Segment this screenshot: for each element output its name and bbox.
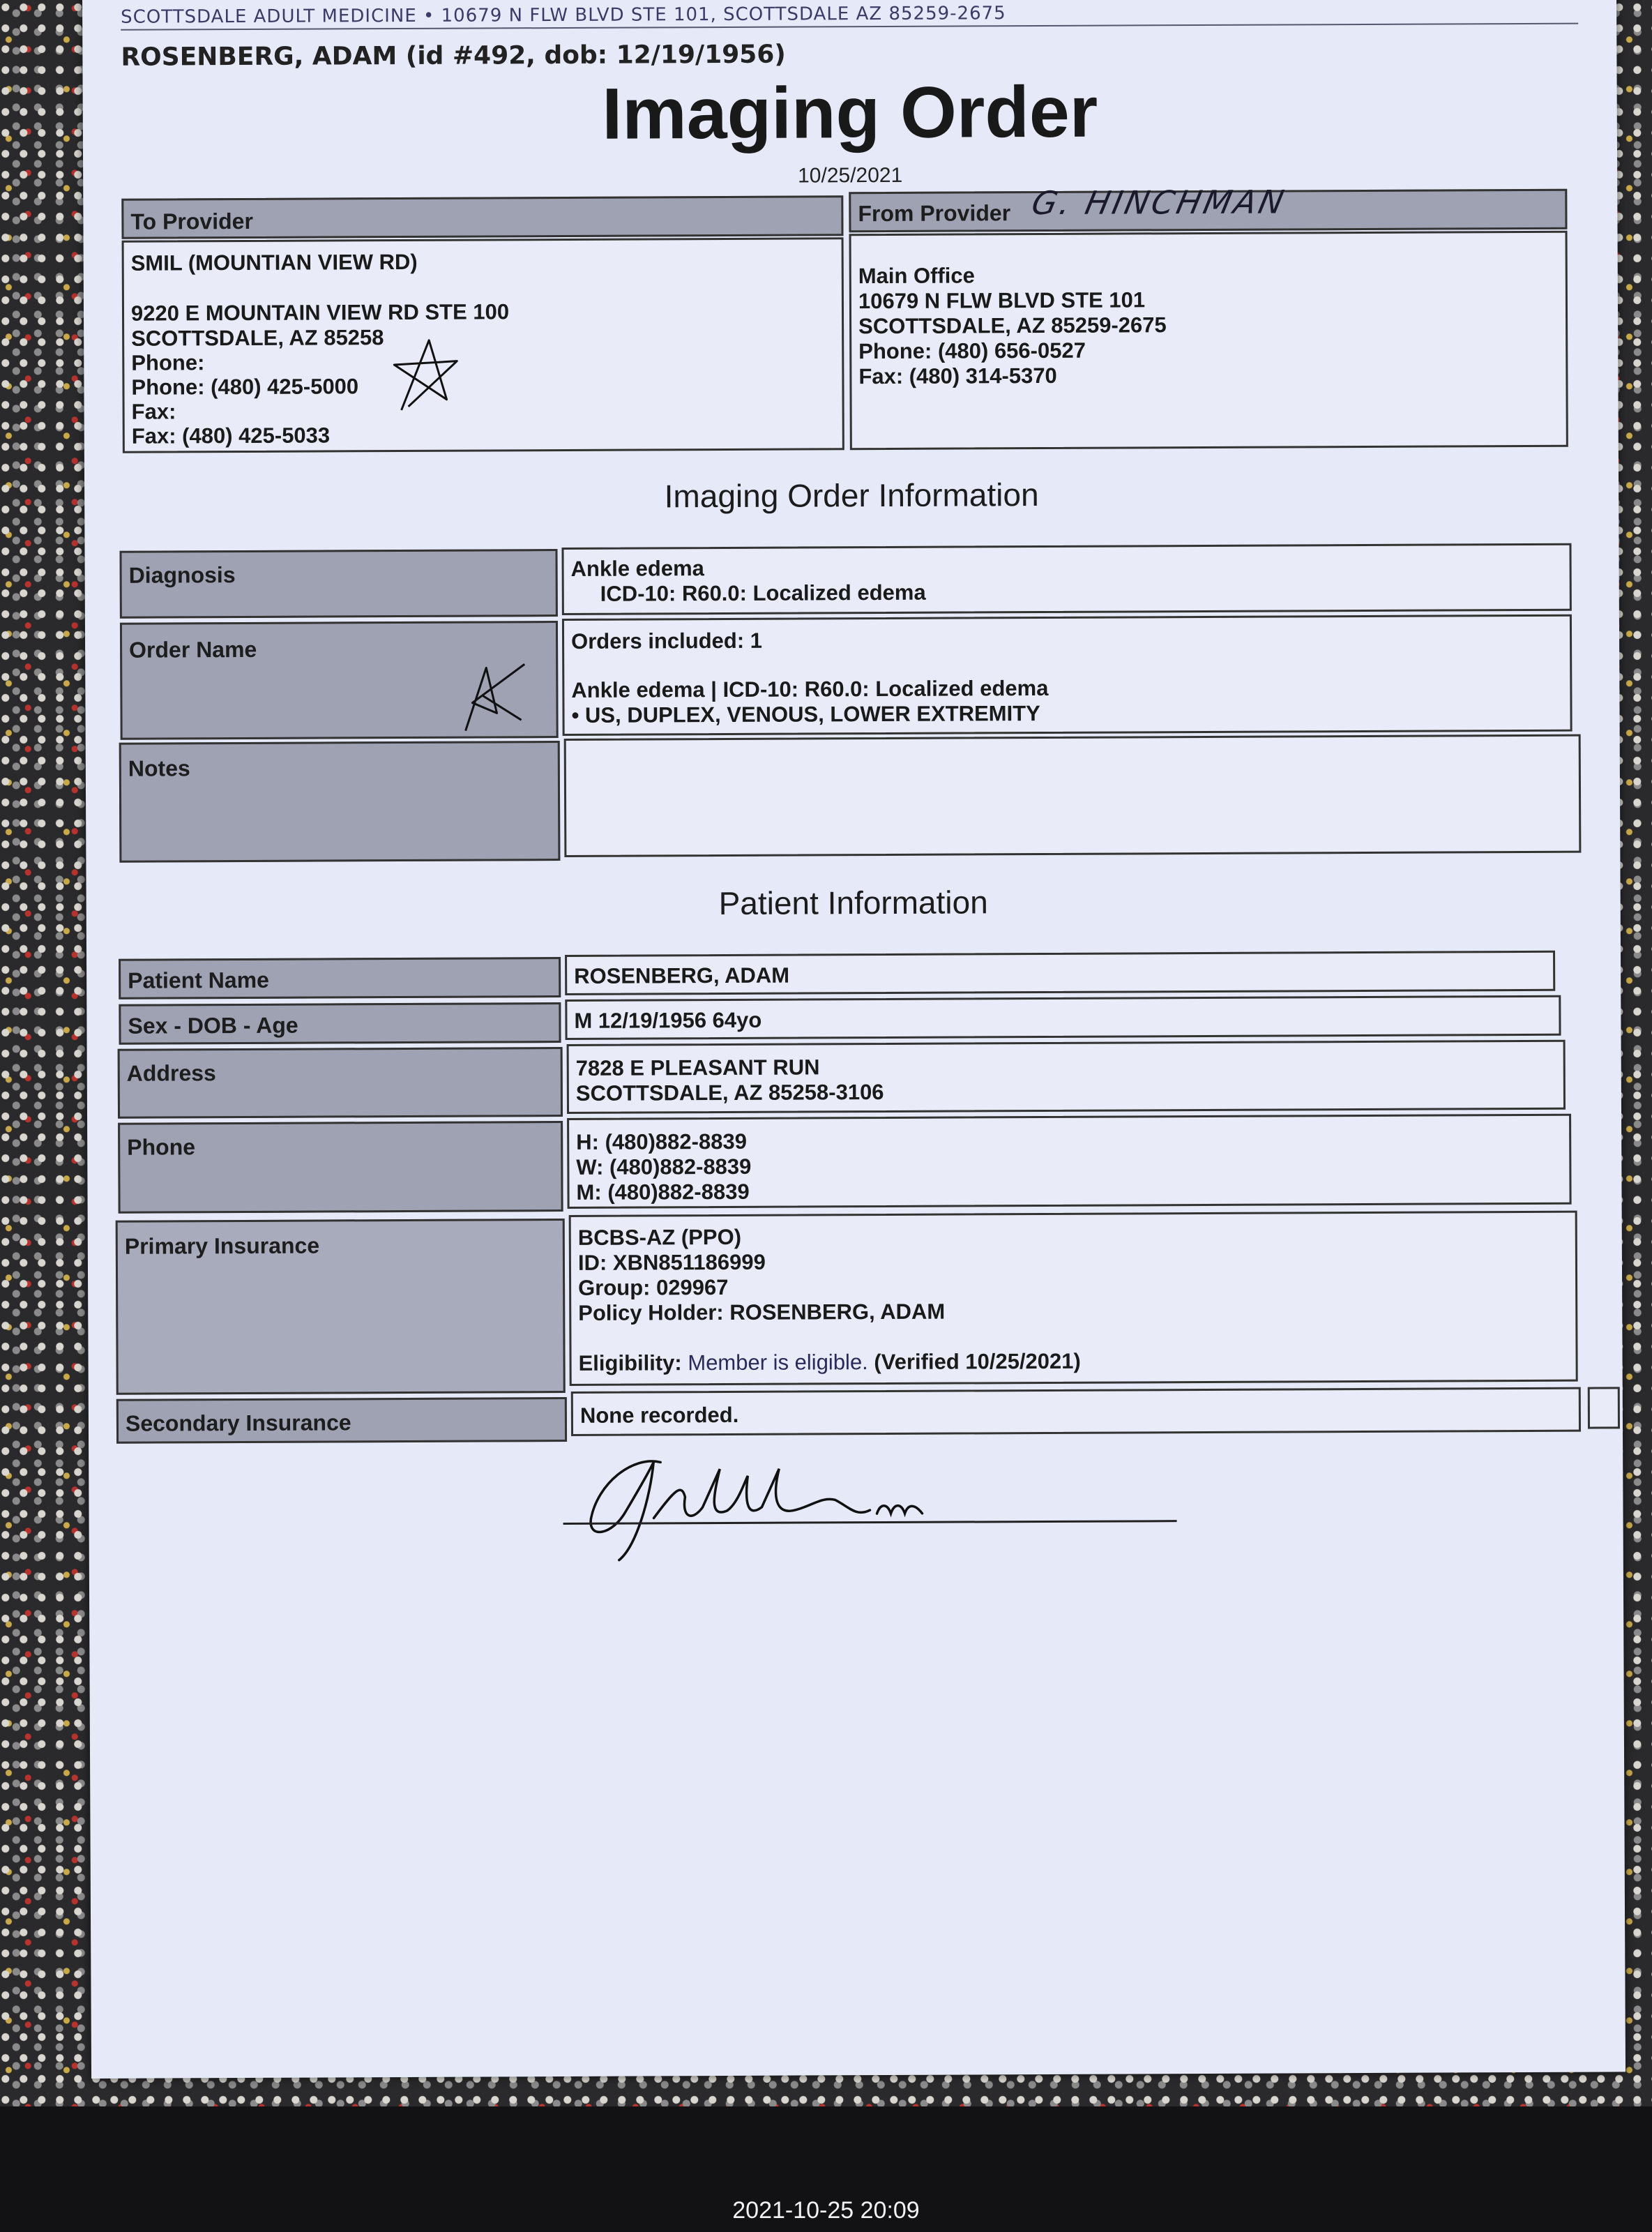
address-line1: 7828 E PLEASANT RUN [575,1055,820,1080]
eligibility-label: Eligibility: [578,1350,682,1375]
phone-label: Phone [127,1134,196,1160]
eligibility-verified: (Verified 10/25/2021) [874,1348,1081,1375]
order-info-section-title: Imaging Order Information [664,476,1039,515]
handwritten-signature [570,1440,1003,1567]
from-provider-box [849,231,1568,450]
phone-work: W: (480)882-8839 [576,1154,752,1179]
phone-value-cell [567,1114,1572,1209]
practice-header: SCOTTSDALE ADULT MEDICINE • 10679 N FLW BLVD STE 101, SCOTTSDALE AZ 85259-2675 [121,3,1006,28]
to-provider-fax-label: Fax: [131,399,176,424]
from-provider-label: From Provider [858,200,1011,227]
secondary-insurance-value: None recorded. [579,1402,739,1428]
eligibility-line [579,1349,1081,1376]
to-provider-label: To Provider [130,208,253,234]
handwritten-provider-name [1028,172,1331,229]
patient-name-label: Patient Name [128,967,269,993]
address-value-cell [567,1040,1566,1114]
diagnosis-name: Ankle edema [570,556,704,581]
notes-label: Notes [128,755,190,781]
order-item-text: US, DUPLEX, VENOUS, LOWER EXTREMITY [584,701,1040,727]
insurance-policy-holder: Policy Holder: ROSENBERG, ADAM [578,1299,946,1325]
address-label-cell [118,1047,563,1119]
patient-info-section-title: Patient Information [718,884,988,922]
patient-name-value-cell [565,951,1555,995]
sex-dob-age: M 12/19/1956 64yo [574,1007,762,1033]
secondary-insurance-label-cell [116,1397,567,1444]
diagnosis-label: Diagnosis [128,562,236,588]
sex-dob-age-label-cell [119,1002,561,1045]
to-provider-address1: 9220 E MOUNTAIN VIEW RD STE 100 [130,299,510,326]
to-provider-header [121,195,843,239]
to-provider-fax: Fax: (480) 425-5033 [131,423,331,448]
order-name-value-cell [562,614,1573,736]
primary-insurance-label: Primary Insurance [124,1232,320,1259]
secondary-insurance-label: Secondary Insurance [125,1410,351,1436]
insurer-name: BCBS-AZ (PPO) [577,1224,742,1250]
order-item [571,701,1040,728]
address-line2: SCOTTSDALE, AZ 85258-3106 [575,1079,884,1106]
secondary-insurance-value-cell [571,1387,1581,1436]
diagnosis-code: ICD-10: R60.0: Localized edema [600,580,926,606]
insurance-group: Group: 029967 [578,1274,729,1300]
from-provider-address1: 10679 N FLW BLVD STE 101 [858,287,1146,314]
page-title: Imaging Order [602,71,1098,155]
diagnosis-label-cell [119,549,557,619]
address-label: Address [126,1060,216,1086]
sex-dob-age-value-cell [565,995,1561,1040]
handwritten-name-text: G. HINCHMAN [1028,183,1290,222]
patient-name-label-cell [119,957,561,1000]
from-provider-address2: SCOTTSDALE, AZ 85259-2675 [858,312,1167,339]
handwritten-check-mark [455,654,532,737]
phone-home: H: (480)882-8839 [576,1129,747,1154]
to-provider-address2: SCOTTSDALE, AZ 85258 [131,325,384,351]
phone-mobile: M: (480)882-8839 [576,1179,750,1205]
diagnosis-value-cell [561,543,1571,615]
primary-insurance-label-cell [116,1219,566,1395]
order-date: 10/25/2021 [798,163,903,188]
from-provider-fax: Fax: (480) 314-5370 [858,363,1057,389]
bullet-icon: • [571,702,586,727]
orders-included: Orders included: 1 [570,628,763,654]
notes-label-cell [119,741,561,863]
to-provider-box [122,237,844,453]
notes-value-cell [564,734,1582,857]
insurance-member-id: ID: XBN851186999 [577,1249,766,1275]
from-provider-office: Main Office [858,263,975,289]
phone-label-cell [118,1121,563,1214]
to-provider-name: SMIL (MOUNTIAN VIEW RD) [130,249,418,276]
primary-insurance-value-cell [569,1211,1578,1386]
sex-dob-age-label: Sex - DOB - Age [128,1012,298,1039]
empty-checkbox [1588,1387,1620,1428]
patient-header: ROSENBERG, ADAM (id #492, dob: 12/19/1956) [121,40,786,72]
eligibility-status: Member is eligible. [688,1350,868,1375]
photo-timestamp: 2021-10-25 20:09 [732,2197,920,2224]
order-name-label: Order Name [129,636,257,663]
to-provider-phone: Phone: (480) 425-5000 [131,374,359,400]
patient-name: ROSENBERG, ADAM [574,963,790,988]
document-page [82,0,1626,2079]
to-provider-phone-label: Phone: [131,350,205,375]
from-provider-phone: Phone: (480) 656-0527 [858,338,1086,364]
handwritten-star-mark [387,333,464,417]
order-diagnosis: Ankle edema | ICD-10: R60.0: Localized edema [571,675,1049,702]
